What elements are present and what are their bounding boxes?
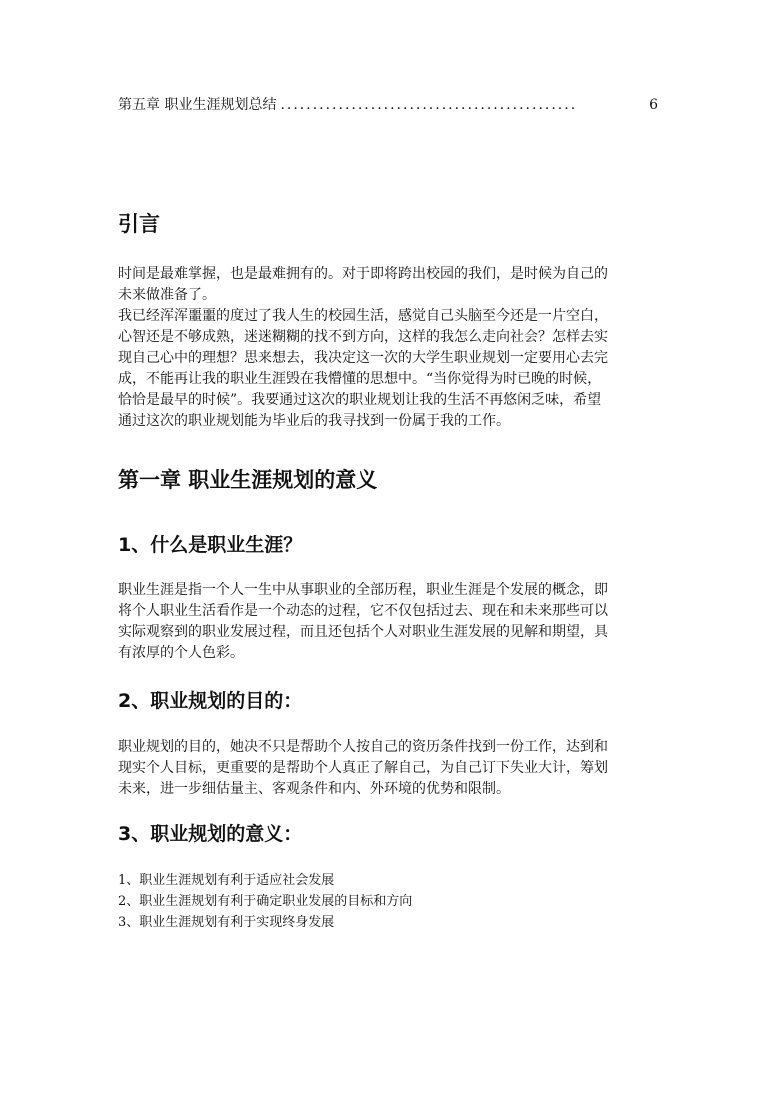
text-line: 成，不能再让我的职业生涯毁在我懵懂的思想中。“当你觉得为时已晚的时候， <box>118 371 602 387</box>
section2-paragraph <box>118 737 663 800</box>
list-item: 1、职业生涯规划有利于适应社会发展 <box>118 873 335 888</box>
intro-heading: 引言 <box>118 212 160 236</box>
section3-heading: 3、职业规划的意义： <box>118 823 303 845</box>
text-line: 现自己心中的理想？思来想去，我决定这一次的大学生职业规划一定要用心去完 <box>118 350 608 366</box>
text-line: 职业规划的目的，她决不只是帮助个人按自己的资历条件找到一份工作，达到和 <box>118 739 608 755</box>
toc-page-number: 6 <box>649 97 658 113</box>
text-line: 时间是最难掌握，也是最难拥有的。对于即将跨出校园的我们，是时候为自己的 <box>118 266 608 282</box>
section2-heading: 2、职业规划的目的： <box>118 690 303 712</box>
text-line: 现实个人目标，更重要的是帮助个人真正了解自己，为自己订下失业大计，筹划 <box>118 760 608 776</box>
intro-paragraph <box>118 264 663 432</box>
text-line: 心智还是不够成熟，迷迷糊糊的找不到方向，这样的我怎么走向社会？怎样去实 <box>118 329 608 345</box>
toc-entry-title: 第五章 职业生涯规划总结 <box>118 97 277 113</box>
chapter1-heading: 第一章 职业生涯规划的意义 <box>118 468 378 492</box>
section1-heading: 1、什么是职业生涯？ <box>118 534 303 556</box>
text-line: 未来，进一步细估量主、客观条件和内、外环境的优势和限制。 <box>118 781 510 797</box>
text-line: 实际观察到的职业发展过程，而且还包括个人对职业生涯发展的见解和期望，具 <box>118 624 608 640</box>
text-line: 将个人职业生活看作是一个动态的过程，它不仅包括过去、现在和未来那些可以 <box>118 603 608 619</box>
toc-entry-chapter5[interactable] <box>118 94 658 114</box>
text-line: 未来做准备了。 <box>118 287 216 303</box>
text-line: 有浓厚的个人色彩。 <box>118 645 244 661</box>
section3-list <box>118 870 663 933</box>
list-item: 2、职业生涯规划有利于确定职业发展的目标和方向 <box>118 894 413 909</box>
list-item: 3、职业生涯规划有利于实现终身发展 <box>118 915 335 930</box>
text-line: 通过这次的职业规划能为毕业后的我寻找到一份属于我的工作。 <box>118 413 510 429</box>
toc-leader-dots: .............................................. <box>280 97 578 113</box>
text-line: 我已经浑浑噩噩的度过了我人生的校园生活，感觉自己头脑至今还是一片空白， <box>118 308 608 324</box>
text-line: 恰恰是最早的时候”。我要通过这次的职业规划让我的生活不再悠闲乏味，希望 <box>118 392 602 408</box>
text-line: 职业生涯是指一个人一生中从事职业的全部历程，职业生涯是个发展的概念，即 <box>118 582 608 598</box>
section1-paragraph <box>118 580 663 664</box>
